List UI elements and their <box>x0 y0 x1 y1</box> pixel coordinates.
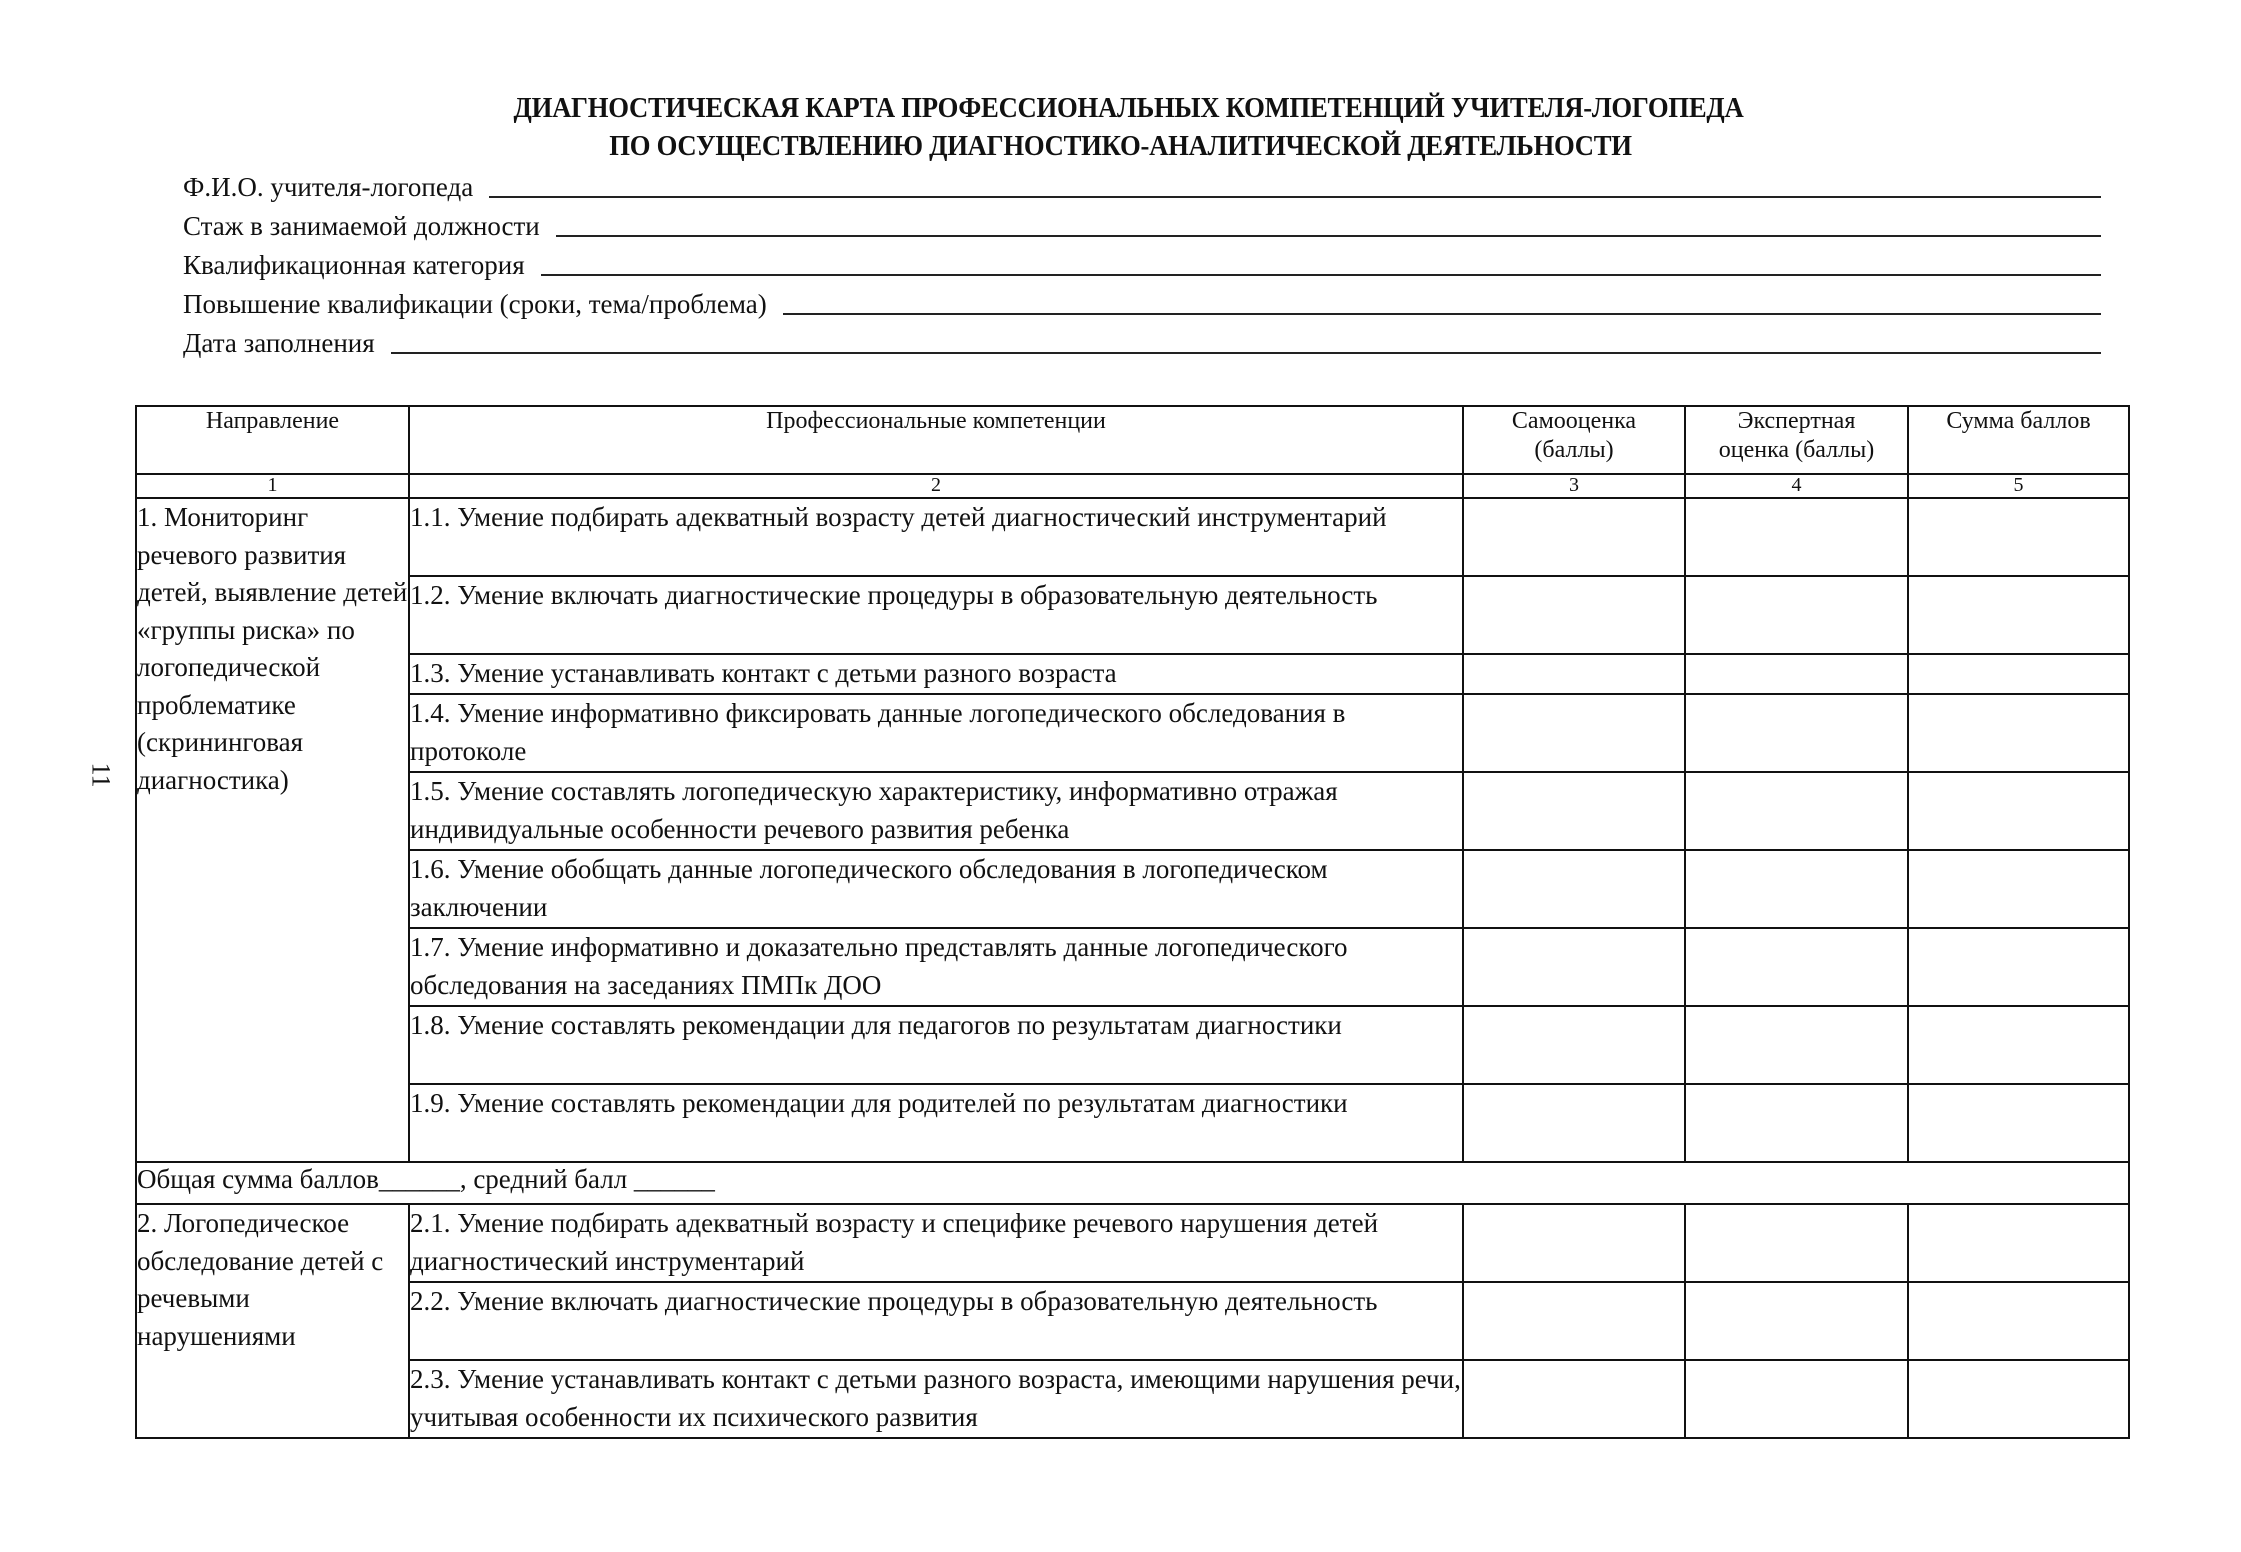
column-number: 5 <box>1908 474 2129 498</box>
sum-score-cell[interactable] <box>1908 1006 2129 1084</box>
page-number: 11 <box>86 762 116 788</box>
self-score-cell[interactable] <box>1463 850 1685 928</box>
table-row <box>136 772 2129 850</box>
self-score-cell[interactable] <box>1463 1084 1685 1162</box>
sum-score-cell[interactable] <box>1908 1282 2129 1360</box>
sum-score-cell[interactable] <box>1908 928 2129 1006</box>
competency-cell: 1.6. Умение обобщать данные логопедического обследования в логопедическом заключении <box>409 850 1463 928</box>
expert-score-cell[interactable] <box>1685 1282 1908 1360</box>
expert-score-cell[interactable] <box>1685 1204 1908 1282</box>
competency-cell: 1.4. Умение информативно фиксировать данные логопедического обследования в протоколе <box>409 694 1463 772</box>
competency-cell: 1.2. Умение включать диагностические процедуры в образовательную деятельность <box>409 576 1463 654</box>
table-row <box>136 928 2129 1006</box>
expert-score-cell[interactable] <box>1685 654 1908 694</box>
section-total-text[interactable]: Общая сумма баллов______, средний балл ______ <box>136 1162 2129 1204</box>
field-label: Квалификационная категория <box>183 250 525 280</box>
self-score-cell[interactable] <box>1463 498 1685 576</box>
competency-cell: 1.3. Умение устанавливать контакт с детьми разного возраста <box>409 654 1463 694</box>
expert-score-cell[interactable] <box>1685 850 1908 928</box>
section-total-row <box>136 1162 2129 1204</box>
competency-cell: 1.8. Умение составлять рекомендации для педагогов по результатам диагностики <box>409 1006 1463 1084</box>
competency-cell: 1.9. Умение составлять рекомендации для родителей по результатам диагностики <box>409 1084 1463 1162</box>
direction-cell: 2. Логопедическое обследование детей с речевыми нарушениями <box>136 1204 409 1438</box>
expert-score-cell[interactable] <box>1685 928 1908 1006</box>
table-row <box>136 1360 2129 1438</box>
expert-score-cell[interactable] <box>1685 1360 1908 1438</box>
sum-score-cell[interactable] <box>1908 694 2129 772</box>
competency-cell: 1.7. Умение информативно и доказательно представлять данные логопедического обследования на заседаниях ПМПк ДОО <box>409 928 1463 1006</box>
field-qualification-category <box>183 243 2101 281</box>
field-input-line[interactable] <box>391 352 2101 354</box>
header-total-score: Сумма баллов <box>1908 406 2129 474</box>
field-teacher-name <box>183 165 2101 203</box>
competency-cell: 1.1. Умение подбирать адекватный возрасту детей диагностический инструментарий <box>409 498 1463 576</box>
document-title-line-2: ПО ОСУЩЕСТВЛЕНИЮ ДИАГНОСТИКО-АНАЛИТИЧЕСКОЙ ДЕЯТЕЛЬНОСТИ <box>609 130 1632 162</box>
expert-score-cell[interactable] <box>1685 694 1908 772</box>
competency-cell: 2.3. Умение устанавливать контакт с детьми разного возраста, имеющими нарушения речи, учитывая особенности их психического развития <box>409 1360 1463 1438</box>
direction-cell: 1. Мониторинг речевого развития детей, выявление детей «группы риска» по логопедической проблематике (скрининговая диагностика) <box>136 498 409 1162</box>
table-row <box>136 694 2129 772</box>
header-self-assessment: Самооценка (баллы) <box>1463 406 1685 474</box>
field-professional-development <box>183 282 2101 320</box>
field-label: Повышение квалификации (сроки, тема/проблема) <box>183 289 767 319</box>
sum-score-cell[interactable] <box>1908 1360 2129 1438</box>
self-score-cell[interactable] <box>1463 1204 1685 1282</box>
field-label: Ф.И.О. учителя-логопеда <box>183 172 474 202</box>
column-number-row <box>136 474 2129 498</box>
document-title-line-1: ДИАГНОСТИЧЕСКАЯ КАРТА ПРОФЕССИОНАЛЬНЫХ КОМПЕТЕНЦИЙ УЧИТЕЛЯ-ЛОГОПЕДА <box>513 92 1744 124</box>
table-row <box>136 1282 2129 1360</box>
table-row <box>136 576 2129 654</box>
field-input-line[interactable] <box>556 235 2101 237</box>
table-row <box>136 498 2129 576</box>
field-input-line[interactable] <box>783 313 2101 315</box>
table-row <box>136 850 2129 928</box>
sum-score-cell[interactable] <box>1908 654 2129 694</box>
expert-score-cell[interactable] <box>1685 498 1908 576</box>
table-header-row <box>136 406 2129 474</box>
self-score-cell[interactable] <box>1463 576 1685 654</box>
sum-score-cell[interactable] <box>1908 1084 2129 1162</box>
self-score-cell[interactable] <box>1463 1282 1685 1360</box>
expert-score-cell[interactable] <box>1685 772 1908 850</box>
expert-score-cell[interactable] <box>1685 1006 1908 1084</box>
self-score-cell[interactable] <box>1463 928 1685 1006</box>
expert-score-cell[interactable] <box>1685 1084 1908 1162</box>
sum-score-cell[interactable] <box>1908 1204 2129 1282</box>
field-fill-date <box>183 321 2101 359</box>
field-experience <box>183 204 2101 242</box>
competency-cell: 2.2. Умение включать диагностические процедуры в образовательную деятельность <box>409 1282 1463 1360</box>
sum-score-cell[interactable] <box>1908 772 2129 850</box>
column-number: 3 <box>1463 474 1685 498</box>
header-expert-assessment: Экспертная оценка (баллы) <box>1685 406 1908 474</box>
sum-score-cell[interactable] <box>1908 498 2129 576</box>
competency-table <box>135 405 2130 1439</box>
field-label: Стаж в занимаемой должности <box>183 211 540 241</box>
competency-cell: 2.1. Умение подбирать адекватный возрасту и специфике речевого нарушения детей диагностический инструментарий <box>409 1204 1463 1282</box>
column-number: 2 <box>409 474 1463 498</box>
header-direction: Направление <box>136 406 409 474</box>
sum-score-cell[interactable] <box>1908 850 2129 928</box>
field-input-line[interactable] <box>489 196 2101 198</box>
table-row <box>136 1006 2129 1084</box>
competency-cell: 1.5. Умение составлять логопедическую характеристику, информативно отражая индивидуальные особенности речевого развития ребенка <box>409 772 1463 850</box>
sum-score-cell[interactable] <box>1908 576 2129 654</box>
self-score-cell[interactable] <box>1463 694 1685 772</box>
self-score-cell[interactable] <box>1463 1360 1685 1438</box>
self-score-cell[interactable] <box>1463 772 1685 850</box>
table-row <box>136 1204 2129 1282</box>
column-number: 4 <box>1685 474 1908 498</box>
expert-score-cell[interactable] <box>1685 576 1908 654</box>
field-input-line[interactable] <box>541 274 2101 276</box>
self-score-cell[interactable] <box>1463 1006 1685 1084</box>
header-competencies: Профессиональные компетенции <box>409 406 1463 474</box>
self-score-cell[interactable] <box>1463 654 1685 694</box>
column-number: 1 <box>136 474 409 498</box>
field-label: Дата заполнения <box>183 328 375 358</box>
table-row <box>136 1084 2129 1162</box>
table-row <box>136 654 2129 694</box>
